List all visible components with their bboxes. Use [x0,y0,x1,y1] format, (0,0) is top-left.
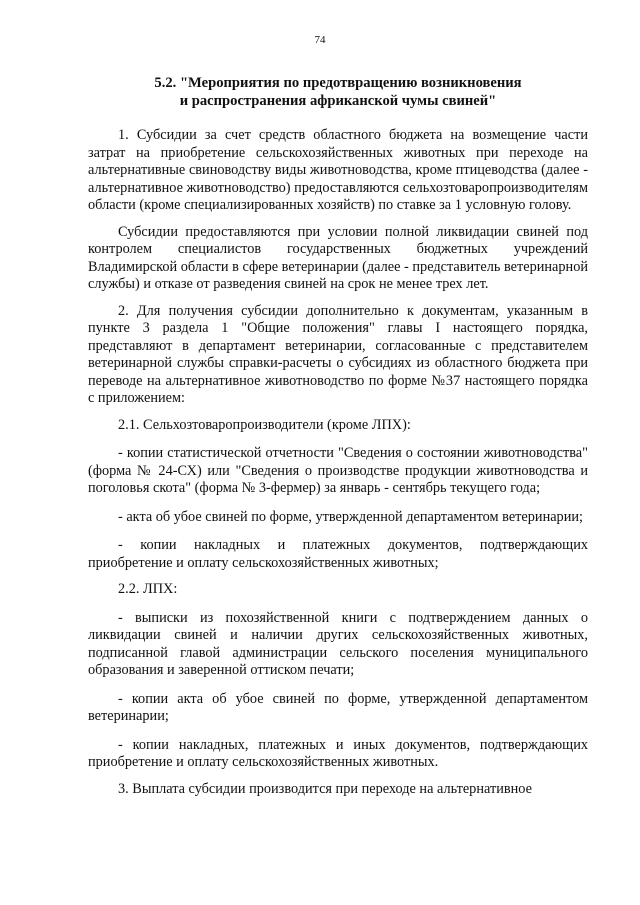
page-number: 74 [314,34,326,46]
paragraph-documents-required: 2. Для получения субсидии дополнительно к документам, указанным в пункте 3 раздела 1 "Общие положения" главы I настоящего порядка, представляют в департамент ветеринарии, согласованные с представителем ветеринарной службы справки-расчеты о субсидиях из областного бюджета при переводе на альтернативное животноводство по форме №37 настоящего порядка с приложением: [88,302,588,406]
subsection-2-1: 2.1. Сельхозтоваропроизводители (кроме ЛПХ): [118,416,411,433]
list-item: - выписки из похозяйственной книги с подтверждением данных о ликвидации свиней и наличии других сельскохозяйственных животных, подписанной главой администрации сельского поселения муниципального образования и заверенной оттиском печати; [88,609,588,678]
list-item: - копии накладных и платежных документов, подтверждающих приобретение и оплату сельскохозяйственных животных; [88,537,588,571]
paragraph-payment: 3. Выплата субсидии производится при переходе на альтернативное [118,780,532,797]
list-item: - копии акта об убое свиней по форме, утвержденной департаментом ветеринарии; [88,690,588,724]
section-heading-line-1: 5.2. "Мероприятия по предотвращению возникновения [154,75,522,91]
section-heading-line-2: и распространения африканской чумы свиней" [179,93,497,109]
subsection-2-2: 2.2. ЛПХ: [118,581,178,597]
list-item: - копии статистической отчетности "Сведения о состоянии животноводства" (форма № 24-СХ) или "Сведения о производстве продукции животноводства и поголовья скота" (форма № 3-фермер) за январь - сентябрь текущего года; [88,445,588,496]
list-item: - акта об убое свиней по форме, утвержденной департаментом ветеринарии; [118,508,583,525]
list-item: - копии накладных, платежных и иных документов, подтверждающих приобретение и оплату сельскохозяйственных животных. [88,736,588,770]
paragraph-subsidy-conditions: Субсидии предоставляются при условии полной ликвидации свиней под контролем специалистов государственных бюджетных учреждений Владимирской области в сфере ветеринарии (далее - представитель ветеринарной службы) и отказе от разведения свиней на срок не менее трех лет. [88,223,588,292]
document-content [88,74,588,798]
paragraph-subsidy-terms: 1. Субсидии за счет средств областного бюджета на возмещение части затрат на приобретение сельскохозяйственных животных при переходе на альтернативные свиноводству виды животноводства, кроме птицеводства (далее - альтернативное животноводство) предоставляются сельхозтоваропроизводителям области (кроме специализированных хозяйств) по ставке за 1 условную голову. [88,127,588,213]
section-heading [88,74,588,110]
